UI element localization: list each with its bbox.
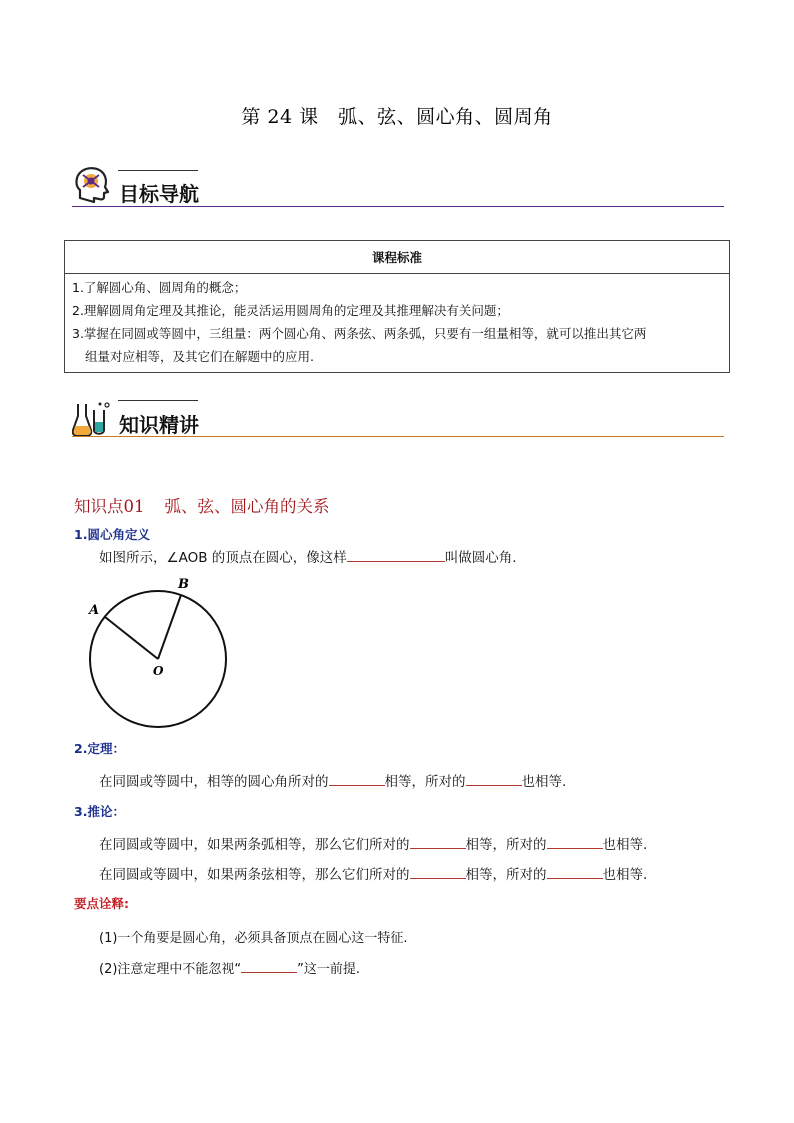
fill-blank[interactable]: [410, 866, 466, 879]
section-label-knowledge: 知识精讲: [119, 413, 199, 437]
corollary-part: 也相等.: [602, 837, 648, 853]
knowledge-point-name: 弧、弦、圆心角的关系: [164, 497, 330, 516]
fill-blank[interactable]: [241, 960, 297, 973]
theorem-heading: 2.定理：: [74, 741, 125, 756]
fill-blank[interactable]: [547, 836, 603, 849]
definition-text: [99, 546, 517, 566]
section-header-goal: [72, 170, 724, 210]
section-label-goal: 目标导航: [119, 182, 199, 206]
curriculum-standards-table: [64, 240, 730, 373]
corollary-part: 相等，所对的: [465, 867, 547, 883]
standard-item: 2.理解圆周角定理及其推论，能灵活运用圆周角的定理及其推理解决有关问题；: [72, 303, 509, 318]
definition-heading: 1.圆心角定义: [74, 527, 150, 542]
corollary-text-2: [99, 863, 647, 883]
section-top-rule: [118, 170, 198, 171]
key-notes-heading: 要点诠释:: [74, 896, 129, 911]
corollary-part: 也相等.: [602, 867, 648, 883]
note-2: [99, 958, 360, 977]
definition-text-before: 如图所示，∠AOB 的顶点在圆心，像这样: [99, 550, 347, 566]
theorem-part: 在同圆或等圆中，相等的圆心角所对的: [99, 774, 329, 790]
standard-item: 3.掌握在同圆或等圆中，三组量：两个圆心角、两条弦、两条弧，只要有一组量相等，就可以推出其它两: [72, 326, 647, 341]
point-b-label: B: [178, 577, 189, 592]
page-title: 第 24 课 弧、弦、圆心角、圆周角: [241, 106, 553, 128]
point-o-label: O: [153, 664, 164, 678]
circle-figure: [80, 572, 240, 732]
corollary-text-1: [99, 833, 647, 853]
fill-blank[interactable]: [547, 866, 603, 879]
theorem-text: [99, 770, 566, 790]
fill-blank[interactable]: [410, 836, 466, 849]
radius-ob: [158, 595, 181, 659]
knowledge-point-title: [74, 493, 330, 517]
fill-blank[interactable]: [466, 773, 522, 786]
corollary-heading: 3.推论：: [74, 804, 125, 819]
standard-item-continued: 组量对应相等，及其它们在解题中的应用.: [85, 349, 314, 364]
corollary-part: 相等，所对的: [465, 837, 547, 853]
standard-item: 1.了解圆心角、圆周角的概念；: [72, 280, 247, 295]
fill-blank[interactable]: [329, 773, 385, 786]
corollary-part: 在同圆或等圆中，如果两条弦相等，那么它们所对的: [99, 867, 410, 883]
section-underline: [72, 206, 724, 207]
section-top-rule: [118, 400, 198, 401]
definition-text-after: 叫做圆心角.: [444, 550, 517, 566]
brain-head-icon: [72, 164, 112, 208]
note-2-before: (2)注意定理中不能忽视“: [99, 962, 242, 977]
point-a-label: A: [89, 603, 100, 618]
fill-blank[interactable]: [347, 549, 445, 562]
note-1: (1)一个角要是圆心角，必须具备顶点在圆心这一特征.: [99, 931, 408, 946]
theorem-part: 相等，所对的: [384, 774, 466, 790]
note-2-after: ”这一前提.: [297, 962, 361, 977]
table-body: [65, 274, 730, 373]
theorem-part: 也相等.: [521, 774, 567, 790]
section-header-knowledge: [72, 400, 724, 440]
table-header: 课程标准: [65, 241, 730, 274]
knowledge-point-number: 知识点01: [74, 497, 145, 516]
radius-oa: [105, 617, 158, 659]
section-underline: [72, 436, 724, 437]
corollary-part: 在同圆或等圆中，如果两条弧相等，那么它们所对的: [99, 837, 410, 853]
